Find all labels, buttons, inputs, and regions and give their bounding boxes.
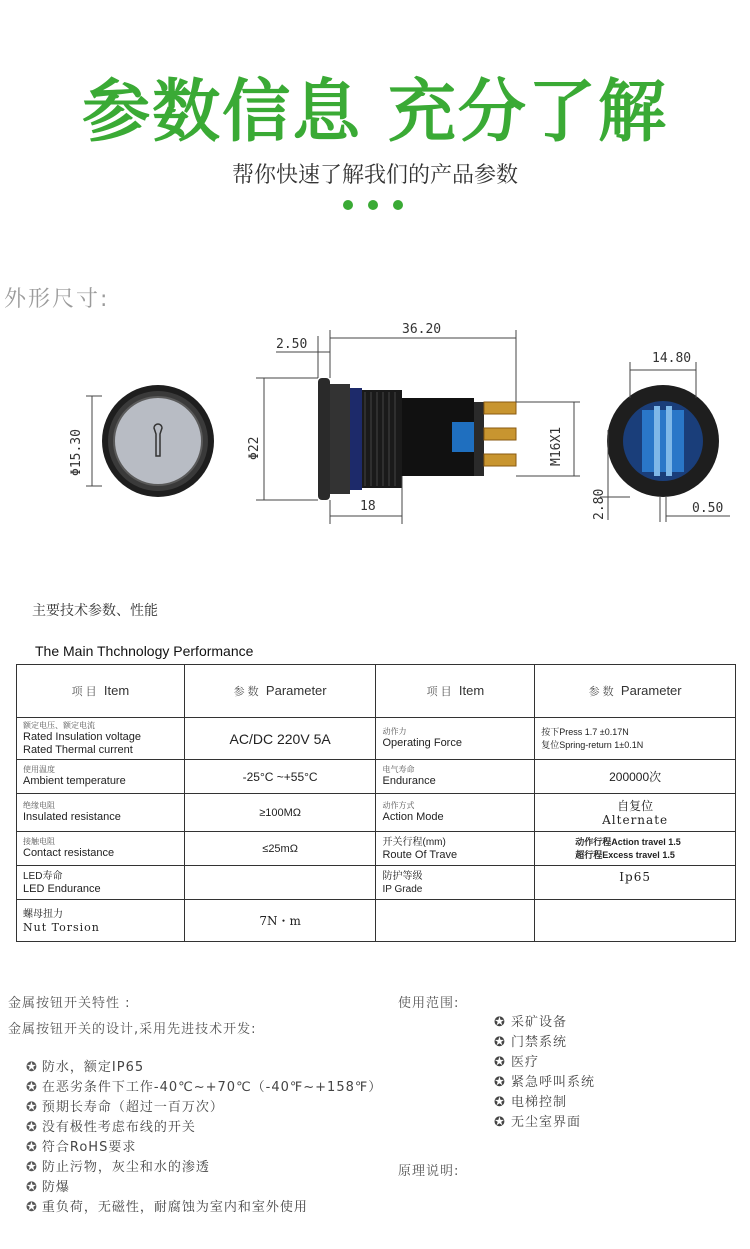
usage-list (494, 1013, 595, 1133)
flange-length-label: 18 (360, 499, 376, 514)
list-item: ✪ 符合RoHS要求 (26, 1140, 137, 1155)
overall-length-label: 36.20 (402, 322, 442, 337)
table-cell: 动作行程Action travel 1.5 超行程Excess travel 1.5 (535, 832, 736, 866)
gear-icon: ✪ (26, 1140, 38, 1155)
table-cell: 按下Press 1.7 ±0.17N 复位Spring-return 1±0.1N (535, 718, 736, 760)
table-header-row (17, 665, 736, 718)
rear-view (592, 351, 730, 522)
side-view (247, 322, 580, 524)
usage-title: 使用范围: (398, 996, 460, 1011)
table-cell (184, 866, 376, 900)
table-cell: ≤25mΩ (184, 832, 376, 866)
list-item: ✪ 紧急呼叫系统 (494, 1075, 596, 1090)
list-item: ✪ 没有极性考虑布线的开关 (26, 1120, 196, 1135)
front-diameter-label: Φ15.30 (69, 429, 84, 476)
list-item: ✪ 门禁系统 (494, 1035, 568, 1050)
gear-icon: ✪ (26, 1160, 38, 1175)
list-item: ✪ 医疗 (494, 1055, 540, 1070)
table-cell: 接触电阻 Contact resistance (17, 832, 185, 866)
table-cell: 200000次 (535, 760, 736, 794)
spec-table (16, 664, 736, 942)
list-item: ✪ 无尘室界面 (494, 1115, 582, 1130)
rear-offset-label: 2.80 (592, 488, 607, 520)
top-offset-label: 2.50 (276, 337, 308, 352)
list-item: ✪ 电梯控制 (494, 1095, 568, 1110)
table-row (17, 900, 736, 942)
table-cell: 使用温度 Ambient temperature (17, 760, 185, 794)
table-cell (376, 900, 535, 942)
table-cell: 开关行程(mm) Route Of Trave (376, 832, 535, 866)
table-cell: 额定电压、额定电流 Rated Insulation voltage Rated Thermal current (17, 718, 185, 760)
list-item: ✪ 防爆 (26, 1180, 70, 1195)
spec-caption-cn: 主要技术参数、性能 (32, 603, 158, 619)
features-subtitle: 金属按钮开关的设计,采用先进技术开发: (8, 1022, 257, 1037)
list-item: ✪ 预期长寿命（超过一百万次） (26, 1100, 224, 1115)
features-list (26, 1058, 382, 1218)
gear-icon: ✪ (26, 1180, 38, 1195)
dot-icon (368, 200, 378, 210)
dot-icon (343, 200, 353, 210)
page-subheadline: 帮你快速了解我们的产品参数 (231, 163, 518, 188)
rear-width-label: 14.80 (652, 351, 692, 366)
gear-icon: ✪ (494, 1035, 512, 1050)
list-item: ✪ 防止污物，灰尘和水的渗透 (26, 1160, 210, 1175)
gear-icon: ✪ (494, 1075, 512, 1090)
table-row (17, 794, 736, 832)
header-item-right: 项 目 Item (376, 665, 535, 718)
decorative-dots (343, 200, 407, 214)
list-item: ✪ 在恶劣条件下工作-40℃~+70℃（-40℉~+158℉） (26, 1080, 383, 1095)
thread-label: M16X1 (549, 426, 564, 466)
table-cell: LED寿命 LED Endurance (17, 866, 185, 900)
gear-icon: ✪ (26, 1060, 38, 1075)
table-cell: 绝缘电阻 Insulated resistance (17, 794, 185, 832)
gear-icon: ✪ (494, 1115, 512, 1130)
table-cell: -25°C ~+55°C (184, 760, 376, 794)
features-title: 金属按钮开关特性 : (8, 996, 131, 1011)
body-diameter-label: Φ22 (247, 436, 262, 460)
dimension-drawing (0, 300, 750, 550)
table-cell: Ip65 (535, 866, 736, 900)
table-row (17, 718, 736, 760)
gear-icon: ✪ (494, 1015, 512, 1030)
spec-caption-en: The Main Thchnology Performance (35, 643, 254, 659)
table-cell (535, 900, 736, 942)
gear-icon: ✪ (26, 1100, 38, 1115)
table-cell: AC/DC 220V 5A (184, 718, 376, 760)
principle-title: 原理说明: (398, 1164, 460, 1179)
gear-icon: ✪ (26, 1200, 38, 1215)
table-cell: 动作力 Operating Force (376, 718, 535, 760)
header-item-left: 项 目 Item (17, 665, 185, 718)
table-row (17, 760, 736, 794)
page-headline: 参数信息 充分了解 (82, 73, 668, 152)
gear-icon: ✪ (494, 1055, 512, 1070)
header-param-right: 参 数 Parameter (535, 665, 736, 718)
dot-icon (393, 200, 403, 210)
table-cell: 电气寿命 Endurance (376, 760, 535, 794)
front-view (69, 385, 214, 497)
table-cell: 自复位 Alternate (535, 794, 736, 832)
table-row (17, 832, 736, 866)
table-cell: 7N・m (184, 900, 376, 942)
table-cell: 防护等级 IP Grade (376, 866, 535, 900)
list-item: ✪ 防水，额定IP65 (26, 1060, 145, 1075)
table-cell: 螺母扭力 Nut Torsion (17, 900, 185, 942)
list-item: ✪ 重负荷，无磁性，耐腐蚀为室内和室外使用 (26, 1200, 308, 1215)
table-cell: 动作方式 Action Mode (376, 794, 535, 832)
table-row (17, 866, 736, 900)
dimensions-section-title: 外形尺寸: (4, 287, 110, 312)
table-cell: ≥100MΩ (184, 794, 376, 832)
header-param-left: 参 数 Parameter (184, 665, 376, 718)
gear-icon: ✪ (26, 1120, 38, 1135)
gear-icon: ✪ (26, 1080, 38, 1095)
gear-icon: ✪ (494, 1095, 512, 1110)
list-item: ✪ 采矿设备 (494, 1015, 568, 1030)
rear-gap-label: 0.50 (692, 501, 724, 516)
